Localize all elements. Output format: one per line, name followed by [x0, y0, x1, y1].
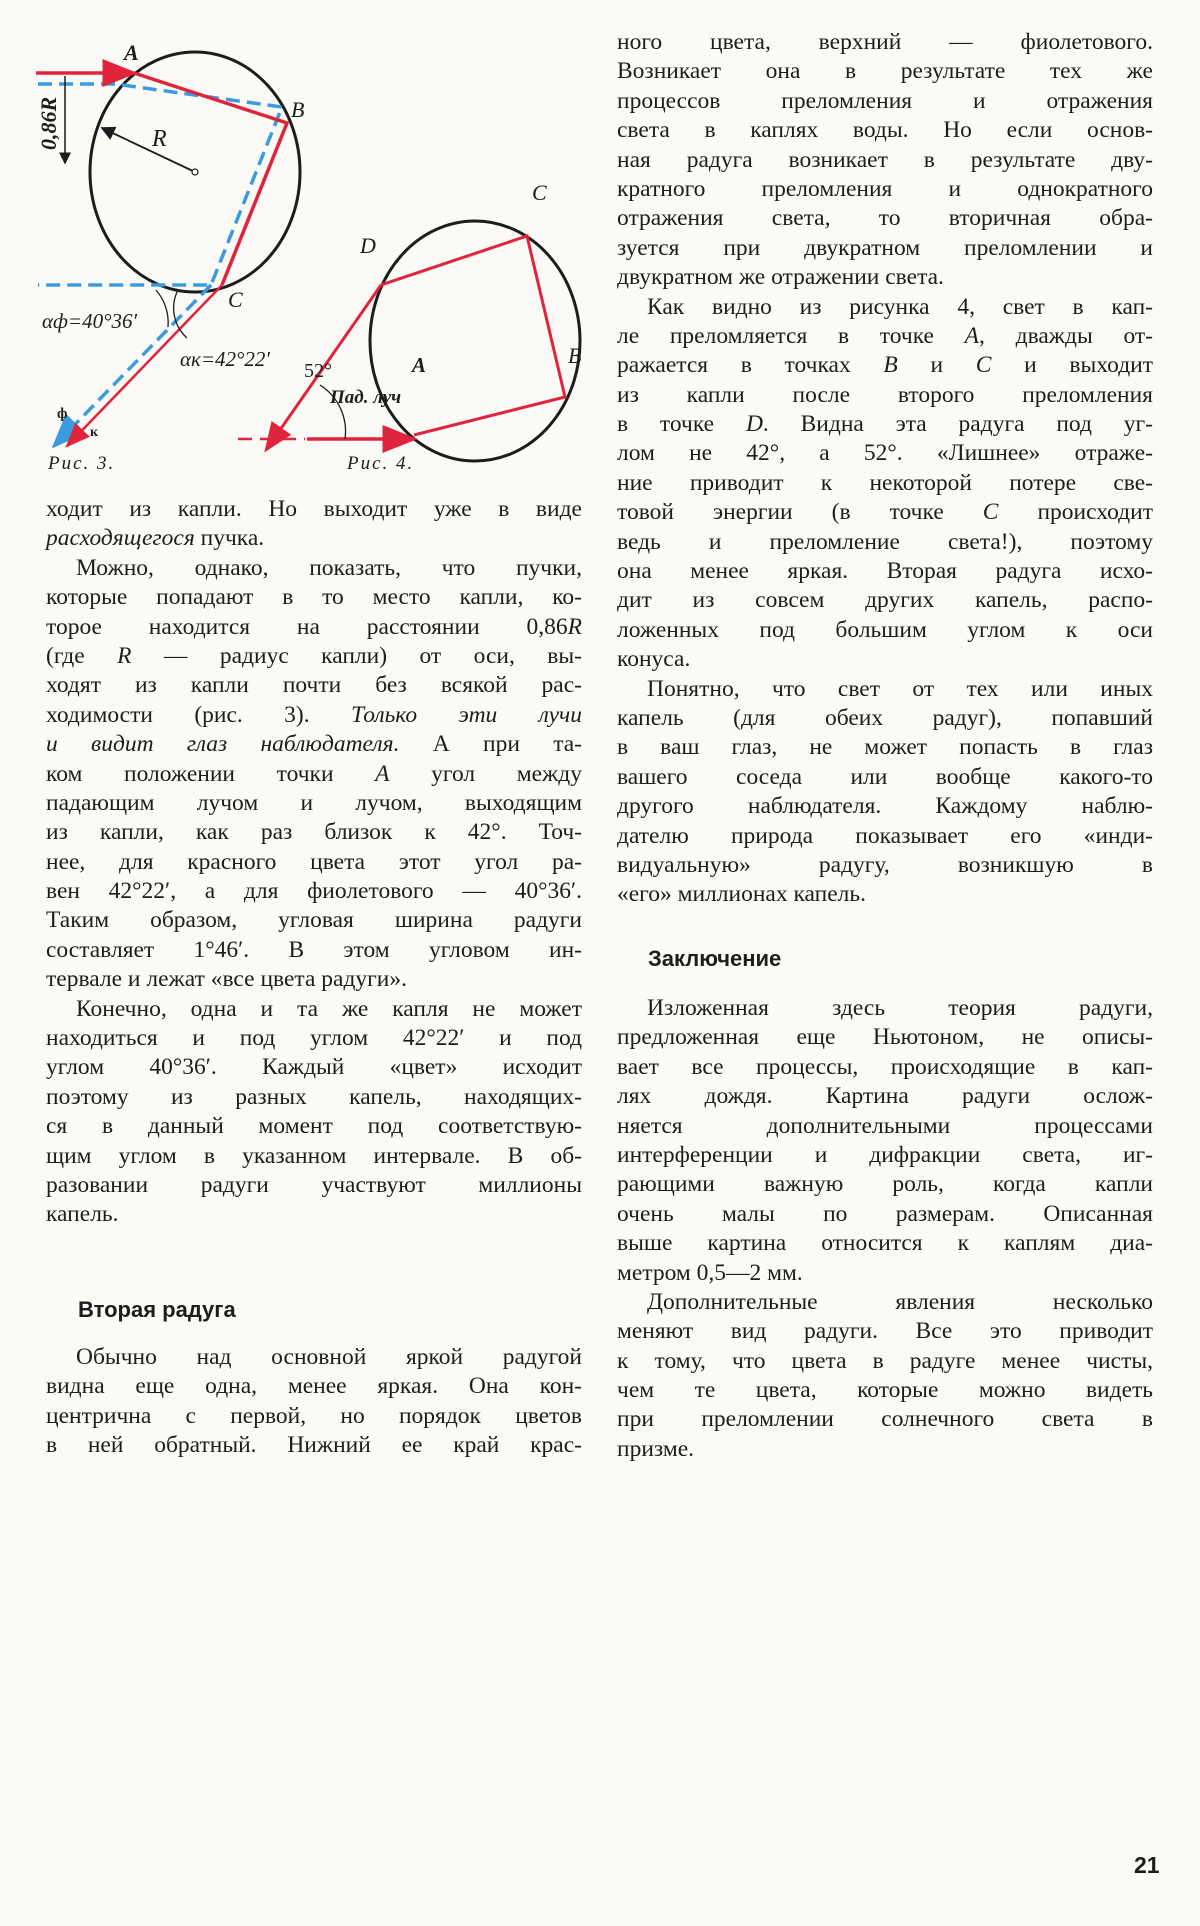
- text-line: вашего соседа или вообще какого-то: [617, 763, 1153, 790]
- text-line: видна еще одна, менее яркая. Она кон-: [46, 1373, 582, 1400]
- text-line: капель.: [46, 1201, 119, 1228]
- violet-ray: [38, 84, 282, 285]
- text-line: поэтому из разных капель, находящих-: [46, 1083, 582, 1110]
- text-line: ная радуга возникает в результате дву-: [617, 146, 1153, 173]
- text-line: рающими важную роль, когда капли: [617, 1171, 1153, 1198]
- label-a: A: [412, 353, 427, 377]
- left-column-second-section: [46, 1343, 582, 1461]
- text-line: ходят из капли почти без всякой рас-: [46, 672, 582, 699]
- figure-4-caption: Рис. 4.: [347, 453, 415, 474]
- text-line: Можно, однако, показать, что пучки,: [76, 554, 582, 581]
- text-line: ние приводит к некоторой потере све-: [617, 469, 1153, 496]
- page-number: 21: [1134, 1852, 1160, 1878]
- text-line: света в каплях воды. Но если основ-: [617, 117, 1153, 144]
- text-line: ходит из капли. Но выходит уже в виде: [46, 496, 582, 522]
- text-line: ле преломляется в точке A, дважды от-: [617, 322, 1153, 349]
- text-line: находиться и под углом 42°22′ и под: [46, 1025, 582, 1052]
- label-angle: 52°: [304, 360, 332, 382]
- radius-line: [102, 128, 195, 172]
- label-d: D: [360, 233, 376, 258]
- right-column-conclusion: [617, 994, 1153, 1464]
- text-line: в точке D. Видна эта радуга под уг-: [617, 411, 1153, 438]
- label-r: R: [152, 126, 167, 152]
- text-line: в ней обратный. Нижний ее край крас-: [46, 1432, 582, 1459]
- section-heading-second-rainbow: Вторая радуга: [78, 1297, 236, 1322]
- label-a: A: [124, 40, 139, 65]
- text-line: ложенных под большим углом к оси: [617, 616, 1153, 643]
- label-incident-ray: Пад. луч: [330, 387, 402, 408]
- text-line: меняют вид радуги. Все это приводит: [617, 1318, 1153, 1345]
- text-line: «его» миллионах капель.: [617, 881, 866, 908]
- text-line: Возникает она в результате тех же: [617, 58, 1153, 85]
- text-line: дателю природа показывает его «инди-: [617, 822, 1153, 849]
- text-line: другого наблюдателя. Каждому наблю-: [617, 793, 1153, 820]
- text-line: падающим лучом и лучом, выходящим: [46, 789, 582, 816]
- figures-3-4: [0, 0, 600, 475]
- text-line: Изложенная здесь теория радуги,: [647, 995, 1153, 1021]
- text-line: процессов преломления и отражения: [617, 87, 1153, 114]
- text-line: нее, для красного цвета этот угол ра-: [46, 848, 582, 875]
- text-line: Как видно из рисунка 4, свет в кап-: [647, 293, 1153, 320]
- text-line: ражается в точках B и C и выходит: [617, 352, 1153, 379]
- text-line: двукратном же отражении света.: [617, 264, 944, 291]
- text-line: и видит глаз наблюдателя. А при та-: [46, 731, 583, 758]
- paragraph: [617, 994, 1153, 1288]
- text-line: она менее яркая. Вторая радуга исхо-: [617, 558, 1153, 585]
- text-line: кратного преломления и однократного: [617, 175, 1153, 202]
- text-line: углом 40°36′. Каждый «цвет» исходит: [46, 1054, 582, 1081]
- text-line: при преломлении солнечного света в: [617, 1406, 1153, 1433]
- drop-circle: [370, 221, 580, 461]
- text-line: Обычно над основной яркой радугой: [76, 1344, 582, 1370]
- label-alpha-violet: αф=40°36′: [42, 309, 138, 333]
- label-c: C: [228, 287, 243, 312]
- section-heading-conclusion: Заключение: [648, 946, 782, 971]
- text-line: чем те цвета, которые можно видеть: [617, 1377, 1153, 1404]
- text-line: ком положении точки A угол между: [46, 760, 582, 787]
- text-line: расходящегося пучка.: [46, 525, 265, 552]
- internal-ray: [381, 236, 565, 435]
- right-column: [617, 28, 1153, 910]
- text-line: дит из совсем других капель, распо-: [617, 587, 1153, 614]
- text-line: конуса.: [617, 646, 691, 673]
- text-line: к тому, что цвета в радуге менее чисты,: [617, 1347, 1153, 1374]
- text-line: которые попадают в то место капли, ко-: [46, 584, 582, 611]
- paragraph: [617, 675, 1153, 910]
- text-line: торое находится на расстоянии 0,86R: [46, 613, 582, 640]
- figure-3-caption: Рис. 3.: [48, 453, 116, 474]
- text-line: призме.: [617, 1435, 695, 1462]
- label-violet: ф: [57, 406, 68, 422]
- text-line: тервале и лежат «все цвета радуги».: [46, 966, 408, 993]
- text-line: интерференции и дифракции света, иг-: [617, 1141, 1153, 1168]
- text-line: Таким образом, угловая ширина радуги: [46, 907, 582, 934]
- text-line: Дополнительные явления несколько: [647, 1288, 1153, 1315]
- text-line: лом не 42°, а 52°. «Лишнее» отраже-: [617, 440, 1153, 467]
- text-line: вен 42°22′, а для фиолетового — 40°36′.: [46, 878, 582, 905]
- red-ray: [134, 73, 287, 285]
- text-line: лях дождя. Картина радуги ослож-: [617, 1083, 1153, 1110]
- text-line: выше картина относится к каплям диа-: [617, 1230, 1153, 1257]
- label-b: B: [291, 97, 305, 122]
- text-line: разовании радуги участвуют миллионы: [46, 1171, 582, 1198]
- text-line: ся в данный момент под соответствую-: [46, 1113, 582, 1140]
- text-line: щим углом в указанном интервале. В об-: [46, 1142, 582, 1169]
- paragraph: [46, 1343, 582, 1461]
- text-line: ведь и преломление света!), поэтому: [617, 528, 1153, 555]
- paragraph: [617, 293, 1153, 675]
- text-line: отражения света, то вторичная обра-: [617, 205, 1153, 232]
- text-line: Понятно, что свет от тех или иных: [647, 675, 1153, 702]
- paragraph: [617, 28, 1153, 293]
- figure-3: [36, 40, 304, 474]
- text-line: из капли, как раз близок к 42°. Точ-: [46, 819, 582, 846]
- text-line: няется дополнительными процессами: [617, 1112, 1153, 1139]
- paragraph: [617, 1288, 1153, 1464]
- text-line: метром 0,5—2 мм.: [617, 1259, 803, 1286]
- text-line: центрична с первой, но порядок цветов: [46, 1402, 582, 1429]
- text-line: (где R — радиус капли) от оси, вы-: [46, 642, 583, 669]
- text-line: видуальную» радугу, возникшую в: [617, 851, 1153, 878]
- text-line: зуется при двукратном преломлении и: [617, 234, 1153, 261]
- text-line: Конечно, одна и та же капля не может: [76, 995, 582, 1022]
- paragraph: [46, 554, 582, 995]
- text-line: предложенная еще Ньютоном, не описы-: [617, 1024, 1153, 1051]
- text-line: очень малы по размерам. Описанная: [617, 1200, 1153, 1227]
- text-line: вает все процессы, происходящие в кап-: [617, 1053, 1153, 1080]
- label-alpha-red: αк=42°22′: [180, 347, 271, 371]
- text-line: ходимости (рис. 3). Только эти лучи: [46, 701, 582, 728]
- label-distance: 0,86R: [36, 96, 61, 150]
- text-line: товой энергии (в точке C происходит: [617, 499, 1153, 526]
- text-line: капель (для обеих радуг), попавший: [617, 704, 1153, 731]
- text-line: в ваш глаз, не может попасть в глаз: [617, 734, 1153, 761]
- label-b: B: [568, 343, 582, 368]
- left-column: [46, 495, 582, 1230]
- paragraph: [46, 995, 582, 1230]
- text-line: ного цвета, верхний — фиолетового.: [617, 29, 1153, 55]
- label-c: C: [532, 180, 547, 205]
- label-red: к: [90, 425, 99, 440]
- paragraph: [46, 495, 582, 554]
- text-line: из капли после второго преломления: [617, 381, 1153, 408]
- text-line: составляет 1°46′. В этом угловом ин-: [46, 936, 582, 963]
